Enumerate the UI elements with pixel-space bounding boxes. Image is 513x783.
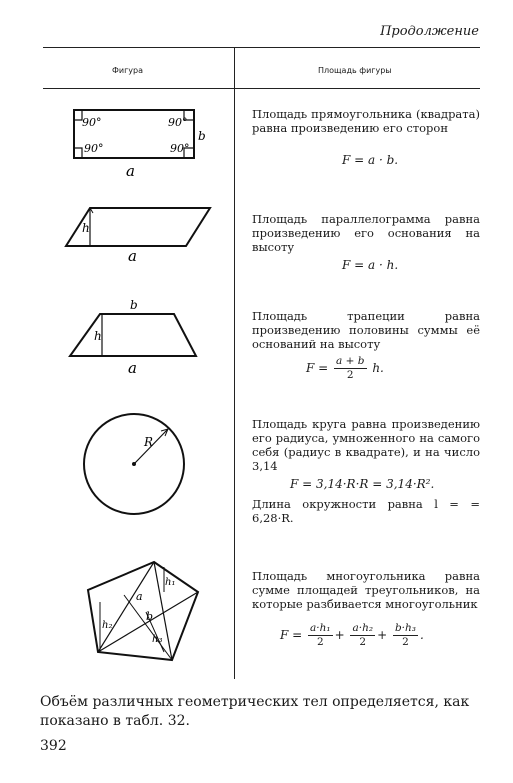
circumference-text: Длина окружности равна l = = 6,28·R.	[252, 497, 480, 525]
table-column-divider	[234, 47, 235, 679]
polygon-term-3-num: b·h₃	[394, 622, 416, 634]
parallelogram-figure	[60, 198, 220, 268]
page-number: 392	[40, 738, 67, 754]
trapezoid-formula-lhs: F =	[306, 361, 329, 375]
trapezoid-fraction	[334, 355, 366, 382]
trapezoid-fraction-den: 2	[346, 369, 354, 381]
polygon-h2-label: h₂	[102, 620, 113, 631]
polygon-term-2	[350, 622, 375, 649]
footer-paragraph: Объём различных геометрических тел определяется, как показано в табл. 32.	[40, 694, 470, 729]
column-header-area: Площадь фигуры	[318, 66, 392, 75]
polygon-term-2-num: a·h₂	[352, 622, 374, 634]
polygon-term-3-den: 2	[402, 636, 409, 648]
rect-angle-label-br: 90°	[170, 142, 190, 155]
rect-angle-label-bl: 90°	[84, 142, 104, 155]
circle-formula: F = 3,14·R·R = 3,14·R².	[290, 477, 435, 491]
polygon-term-1-num: a·h₁	[310, 622, 331, 634]
circle-description: Площадь круга равна произведению его радиуса, умноженного на самого себя (радиус в квадрате), и на число 3,14	[252, 417, 480, 473]
continuation-label: Продолжение	[380, 24, 479, 39]
rect-side-b-label: b	[198, 129, 206, 143]
table-header-rule	[43, 88, 480, 89]
parallelogram-description: Площадь параллелограмма равна произведению его основания на высоту	[252, 212, 480, 254]
rect-angle-label-tl: 90°	[82, 116, 102, 129]
polygon-term-3	[393, 622, 418, 649]
polygon-a-label: a	[136, 590, 143, 603]
polygon-term-2-den: 2	[359, 636, 367, 648]
trapezoid-formula-rhs: h.	[372, 361, 384, 375]
polygon-term-1-den: 2	[316, 636, 324, 648]
polygon-h1-label: h₁	[165, 577, 176, 588]
table-top-rule	[43, 47, 480, 48]
circle-radius-label: R	[144, 435, 154, 449]
polygon-formula-lhs: F =	[280, 628, 303, 642]
trapezoid-a-label: a	[128, 359, 137, 376]
trapezoid-figure	[60, 296, 220, 376]
rectangle-formula: F = a · b.	[342, 153, 399, 167]
polygon-b-label: b	[146, 610, 154, 623]
polygon-description: Площадь многоугольника равна сумме площадей треугольников, на которые разбивается многоугольник	[252, 569, 480, 611]
trapezoid-fraction-num: a + b	[336, 355, 365, 367]
parallelogram-formula: F = a · h.	[342, 258, 399, 272]
trapezoid-b-label: b	[130, 298, 138, 312]
polygon-figure	[60, 552, 220, 667]
polygon-formula: F = $\frac{\text{a·h₁}}{2}$ + $\frac{\text{a·h₂}}{2}$ + $\frac{\text{b·h₃}}{2}$ .	[280, 622, 424, 648]
rectangle-description: Площадь прямоугольника (квадрата) равна произведению его сторон	[252, 107, 480, 135]
column-header-figure: Фигура	[112, 66, 144, 75]
rect-side-a-label: a	[126, 162, 135, 180]
trapezoid-description: Площадь трапеции равна произведению половины суммы её оснований на высоту	[252, 309, 480, 351]
trapezoid-h-label: h	[94, 329, 102, 343]
rect-angle-label-tr: 90°	[168, 116, 188, 129]
trapezoid-formula	[306, 355, 384, 382]
rectangle-figure	[60, 100, 220, 180]
parallelogram-h-label: h	[82, 221, 90, 235]
parallelogram-a-label: a	[128, 247, 137, 265]
circle-figure	[60, 412, 220, 522]
polygon-term-1	[308, 622, 333, 649]
polygon-h3-label: h₃	[152, 634, 163, 645]
